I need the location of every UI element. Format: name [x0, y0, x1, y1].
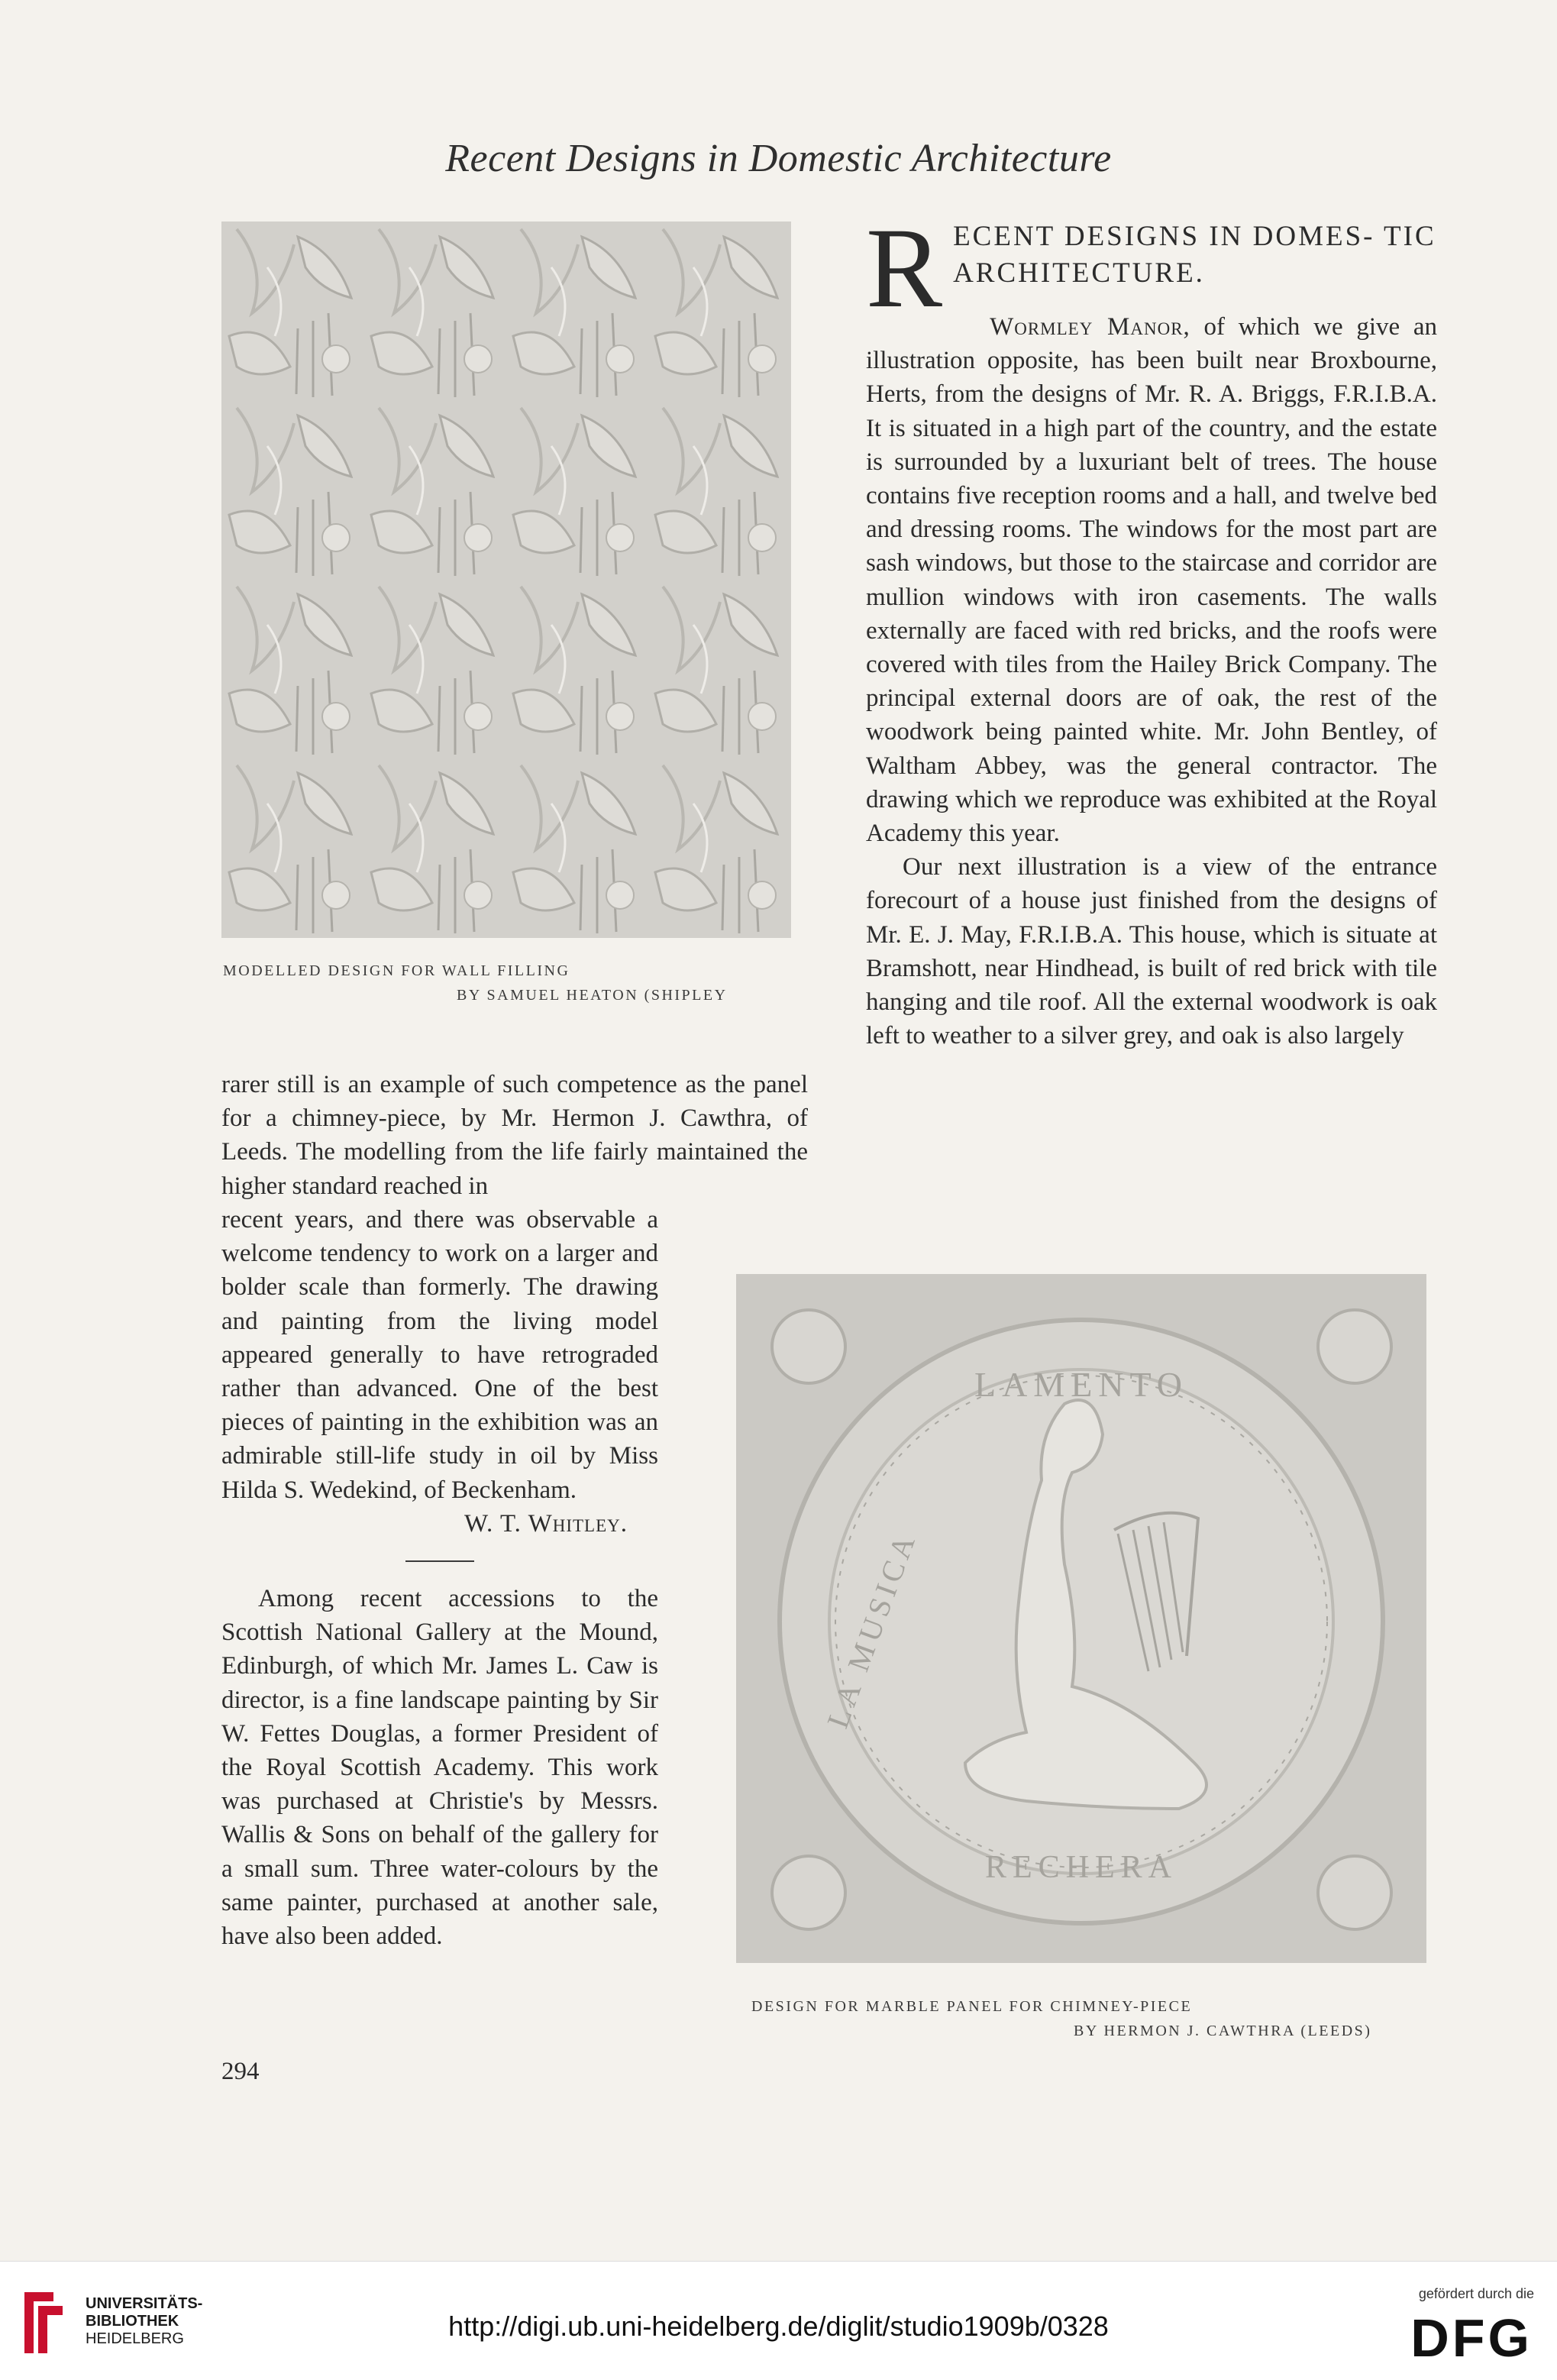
section-separator: [405, 1560, 474, 1562]
article-right-column: [866, 205, 1438, 1053]
article-paragraph: Among recent accessions to the Scottish National Gallery at the Mound, Edinburgh, of which Mr. James L. Caw is director, is a fine landscape painting by Sir W. Fettes Douglas, a former President of the Royal Scottish Academy. This work was purchased at Christie's by Messrs. Wallis & Sons on behalf of the gallery for a small sum. Three water-colours by the same painter, purchased at another sale, have also been added.: [221, 1585, 658, 1951]
panel-inscription-left: LA MUSICA: [819, 1526, 923, 1733]
page-number: 294: [221, 2058, 260, 2085]
panel-caption-line1: DESIGN FOR MARBLE PANEL FOR CHIMNEY-PIECE: [751, 1998, 1193, 2015]
article-paragraph-body: of which we give an illustration opposite, has been built near Broxbourne, Herts, from the designs of Mr. R. A. Briggs, F.R.I.B.A. It is situated in a high part of the country, and the estate is surrounded by a luxuriant belt of trees. The house contains five reception rooms and a hall, and twelve bed and dressing rooms. The windows for the most part are sash windows, but those to the staircase and corridor are mullion windows with iron casements. The walls externally are faced with red bricks, and the roofs were covered with tiles from the Hailey Brick Company. The principal external doors are of oak, the rest of the woodwork being painted white. Mr. John Bentley, of Waltham Abbey, was the general contractor. The drawing which we reproduce was exhibited at the Royal Academy this year.: [866, 313, 1438, 848]
library-name-line2: BIBLIOTHEK: [86, 2313, 179, 2330]
article-left-wide-text: [221, 1068, 808, 1203]
article-heading: ECENT DESIGNS IN DOMES- TIC ARCHITECTURE.: [953, 221, 1436, 289]
wallpaper-plate: [221, 222, 791, 938]
wallpaper-caption-line2: BY SAMUEL HEATON (SHIPLEY: [457, 987, 728, 1004]
panel-inscription-top: LAMENTO: [974, 1365, 1189, 1404]
wallpaper-relief-image: [221, 222, 791, 938]
marble-panel-relief-image: [736, 1274, 1426, 1963]
running-head: Recent Designs in Domestic Architecture: [445, 137, 1112, 180]
panel-caption-line2: BY HERMON J. CAWTHRA (LEEDS): [1074, 2023, 1372, 2039]
library-name-line3: HEIDELBERG: [86, 2330, 184, 2347]
permalink-url[interactable]: http://digi.ub.uni-heidelberg.de/diglit/studio1909b/0328: [448, 2310, 1109, 2342]
article-paragraph: [866, 310, 1437, 850]
article-paragraph: Our next illustration is a view of the entrance forecourt of a house just finished from the designs of Mr. E. J. May, F.R.I.B.A. This house, which is situate at Bramshott, near Hindhead, is built of red brick with tile hanging and tile roof. All the external woodwork is oak left to weather to a silver grey, and oak is also largely: [866, 853, 1437, 1050]
marble-panel-plate: [736, 1274, 1426, 1963]
article-paragraph: rarer still is an example of such competence as the panel for a chimney-piece, by Mr. Hermon J. Cawthra, of Leeds. The modelling from the life fairly maintained the higher standard reached in: [221, 1071, 808, 1200]
author-signature: W. T. Whitley.: [464, 1509, 628, 1538]
article-paragraph: recent years, and there was observable a welcome tendency to work on a larger and bolder scale than formerly. The drawing and painting from the living model appeared generally to have retrograded rather than advanced. One of the best pieces of painting in the exhibition was an admirable still-life study in oil by Miss Hilda S. Wedekind, of Beckenham.: [221, 1206, 658, 1504]
article-left-narrow-text: [221, 1203, 658, 1953]
drop-cap: R: [866, 205, 943, 331]
panel-inscription-bottom: RECHERA: [984, 1850, 1178, 1885]
wallpaper-caption-line1: MODELLED DESIGN FOR WALL FILLING: [223, 962, 570, 979]
funded-by-label: gefördert durch die: [1418, 2286, 1534, 2301]
dfg-logo: DFG: [1410, 2308, 1533, 2368]
library-name-line1: UNIVERSITÄTS-: [86, 2295, 203, 2312]
article-lead-in: Wormley Manor,: [990, 313, 1190, 341]
digitization-footer: [0, 2261, 1557, 2380]
